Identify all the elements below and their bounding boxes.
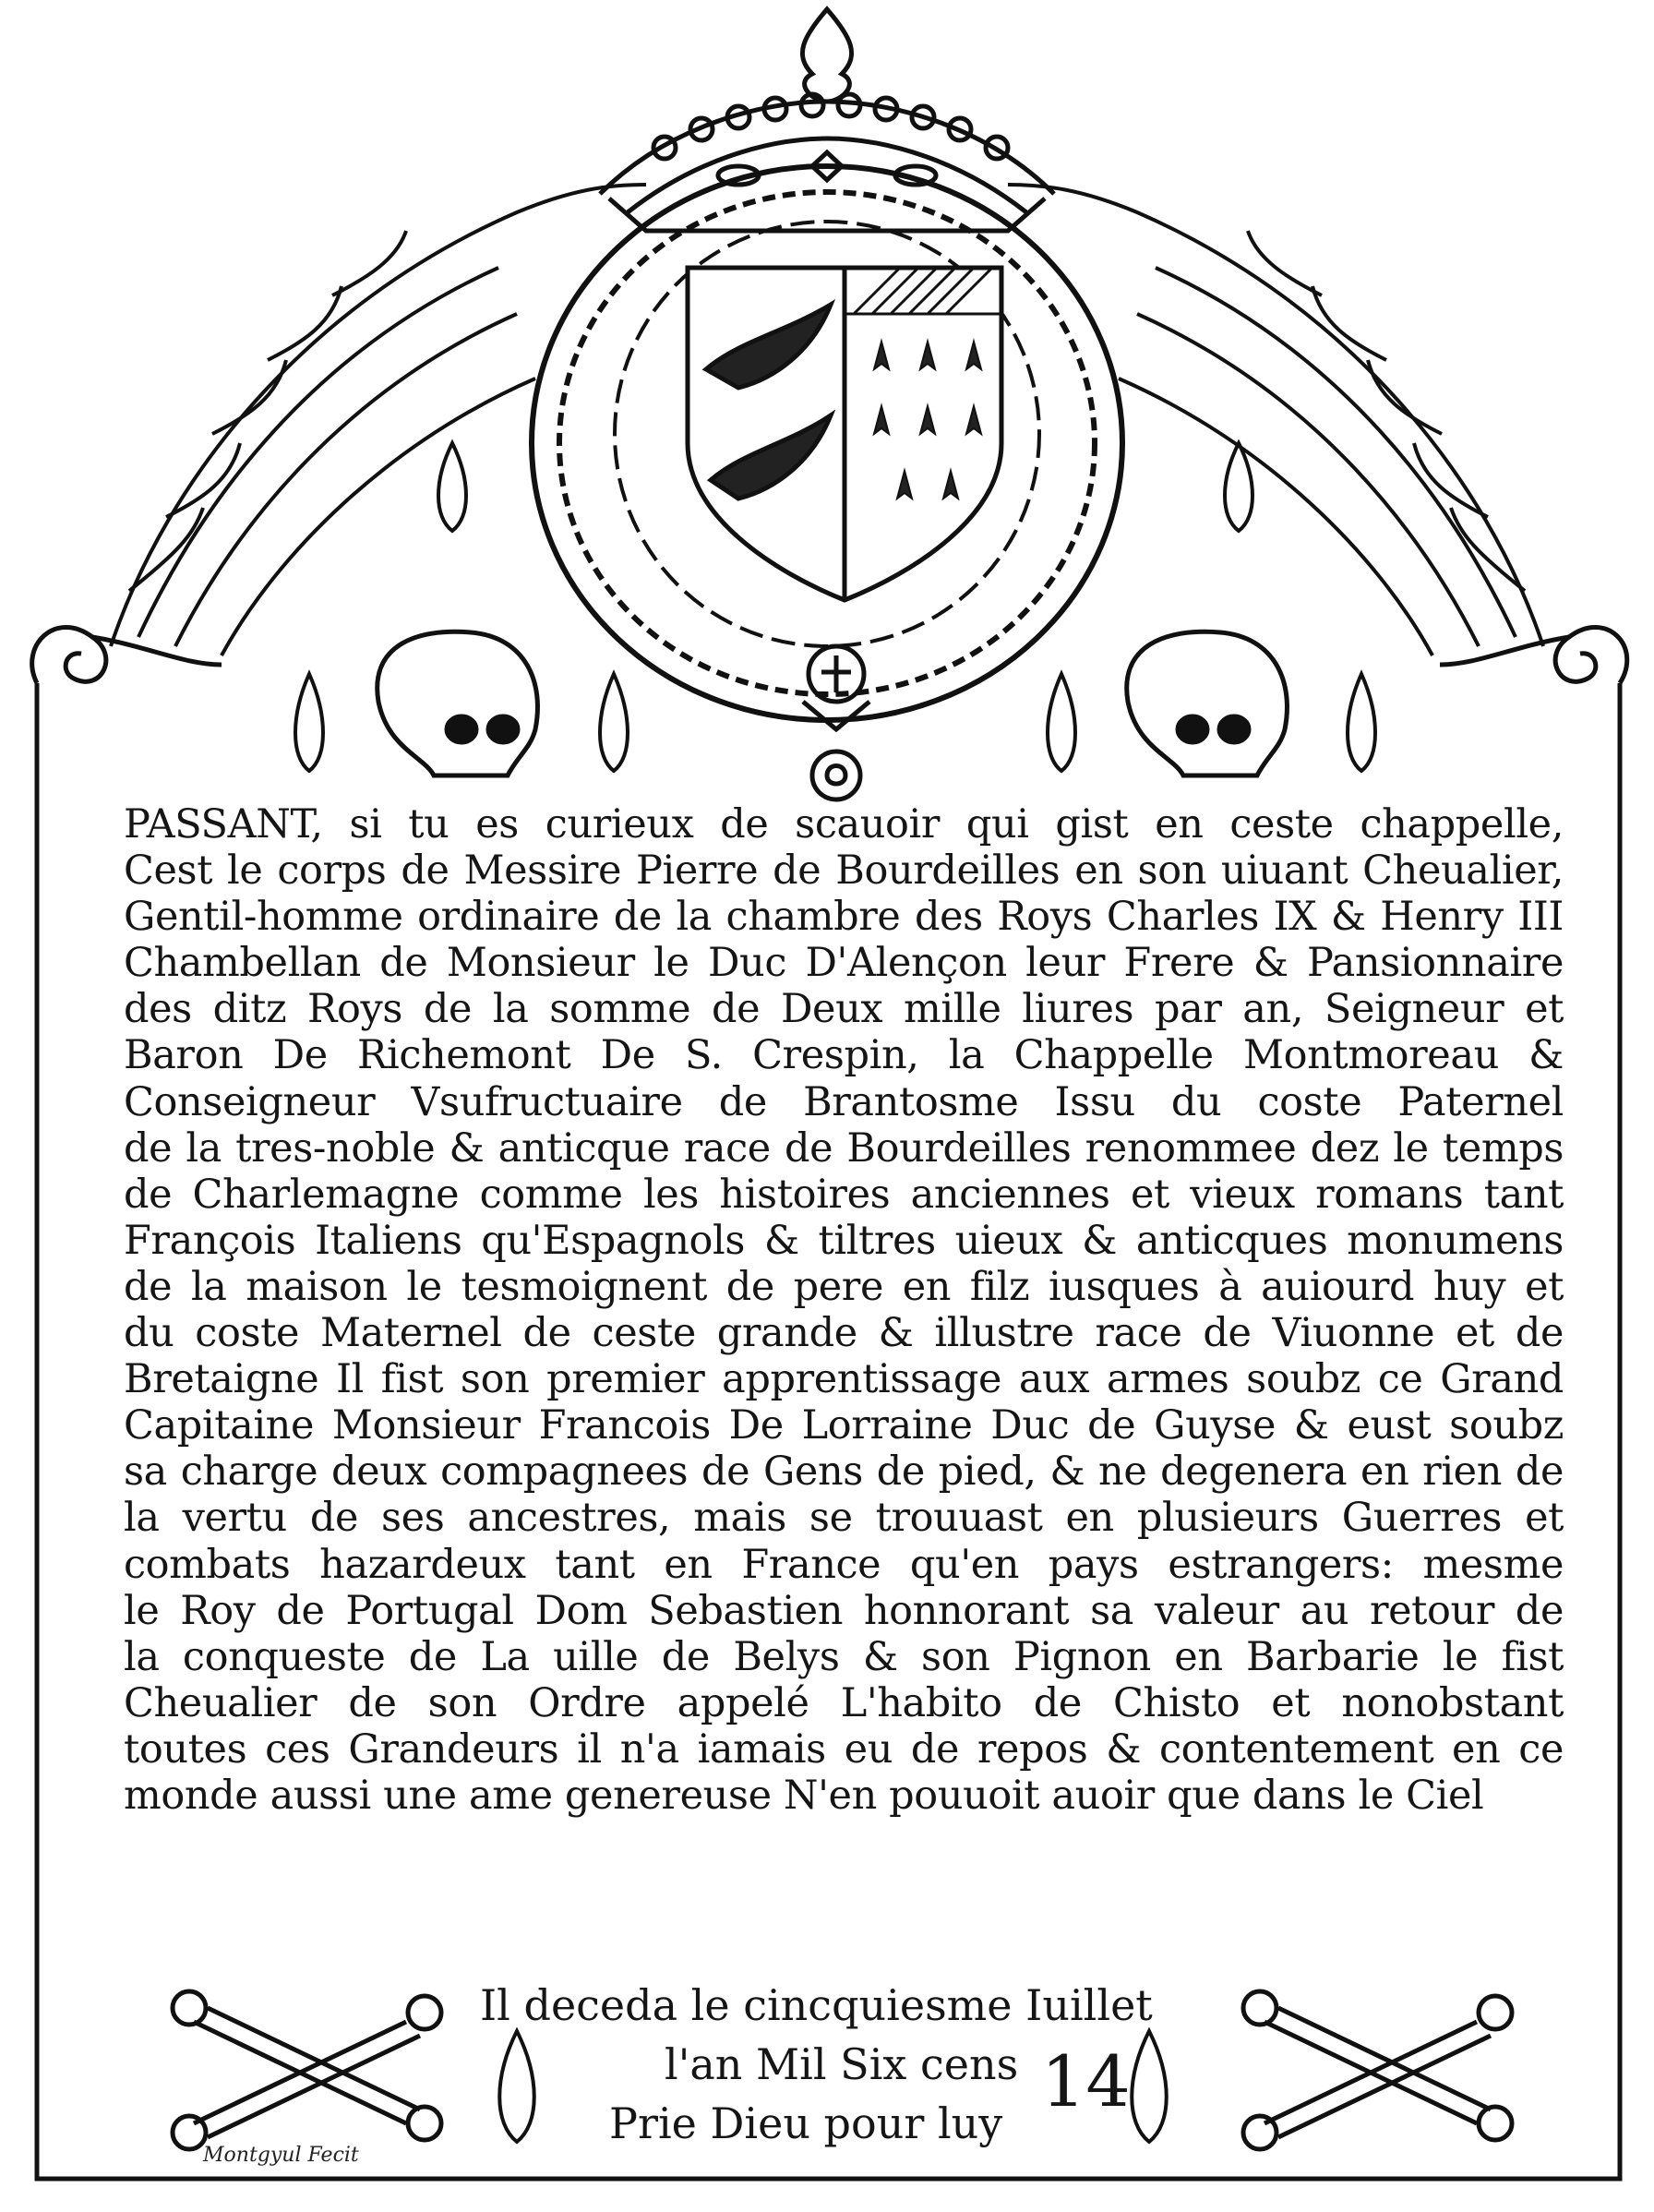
crossed-bones-left-icon: [173, 1991, 441, 2149]
epitaph-line: combats hazardeux tant en France qu'en pays estrangers: mesme: [124, 1541, 1564, 1588]
skull-right-icon: [1127, 631, 1288, 775]
epitaph-line: Chambellan de Monsieur le Duc D'Alençon leur Frere & Pansionnaire: [124, 940, 1564, 987]
epitaph-line: du coste Maternel de ceste grande & illustre race de Viuonne et de: [124, 1310, 1564, 1357]
epitaph-line: le Roy de Portugal Dom Sebastien honnorant sa valeur au retour de: [124, 1587, 1564, 1634]
epitaph-line: des ditz Roys de la somme de Deux mille liures par an, Seigneur et: [124, 986, 1564, 1033]
epitaph-line: Gentil-homme ordinaire de la chambre des Roys Charles IX & Henry III: [124, 894, 1564, 941]
crossed-bones-right-icon: [1243, 1991, 1512, 2149]
epitaph-line: Cheualier de son Ordre appelé L'habito de Chisto et nonobstant: [124, 1679, 1564, 1726]
epitaph-line: PASSANT, si tu es curieux de scauoir qui gist en ceste chappelle,: [124, 801, 1564, 848]
epitaph-line: toutes ces Grandeurs il n'a iamais eu de repos & contentement en ce: [124, 1725, 1564, 1773]
death-year-line: l'an Mil Six cens: [665, 2039, 1019, 2089]
epitaph-line: sa charge deux compagnees de Gens de pied, & ne degenera en rien de: [124, 1449, 1564, 1496]
death-date-line: Il deceda le cincquiesme Iuillet: [480, 1980, 1153, 2030]
epitaph-line: Cest le corps de Messire Pierre de Bourdeilles en son uiuant Cheualier,: [124, 848, 1564, 895]
epitaph-line: la vertu de ses ancestres, mais se trouuast en plusieurs Guerres et: [124, 1495, 1564, 1542]
epitaph-line: de la maison le tesmoignent de pere en filz iusques à auiourd huy et: [124, 1263, 1564, 1310]
foliage-left-icon: [111, 185, 646, 655]
epitaph-line: Capitaine Monsieur Francois De Lorraine Duc de Guyse & eust soubz: [124, 1402, 1564, 1449]
coat-of-arms-icon: [688, 268, 1001, 600]
finial-icon: [802, 9, 851, 102]
epitaph-line: François Italiens qu'Espagnols & tiltres uieux & anticques monumens: [124, 1217, 1564, 1264]
year-mark: 14: [1041, 2040, 1131, 2122]
prayer-line: Prie Dieu pour luy: [609, 2098, 1003, 2148]
epitaph-line: monde aussi une ame genereuse N'en pouuoit auoir que dans le Ciel: [124, 1772, 1484, 1819]
epitaph-line: Baron De Richemont De S. Crespin, la Chappelle Montmoreau &: [124, 1032, 1564, 1079]
engraver-signature: Montgyul Fecit: [203, 2144, 359, 2167]
epitaph-line: de Charlemagne comme les histoires anciennes et vieux romans tant: [124, 1171, 1564, 1218]
pendant-cross-icon: [803, 646, 869, 799]
epitaph-line: de la tres-noble & anticque race de Bourdeilles renommee dez le temps: [124, 1124, 1564, 1172]
foliage-right-icon: [1008, 185, 1543, 655]
epitaph-line: la conqueste de La uille de Belys & son Pignon en Barbarie le fist: [124, 1633, 1564, 1680]
epitaph-line: Conseigneur Vsufructuaire de Brantosme Issu du coste Paternel: [124, 1078, 1564, 1125]
epitaph-line: Bretaigne Il fist son premier apprentissage aux armes soubz ce Grand: [124, 1356, 1564, 1403]
skull-left-icon: [378, 631, 538, 775]
epitaph-text: [124, 801, 1564, 1819]
